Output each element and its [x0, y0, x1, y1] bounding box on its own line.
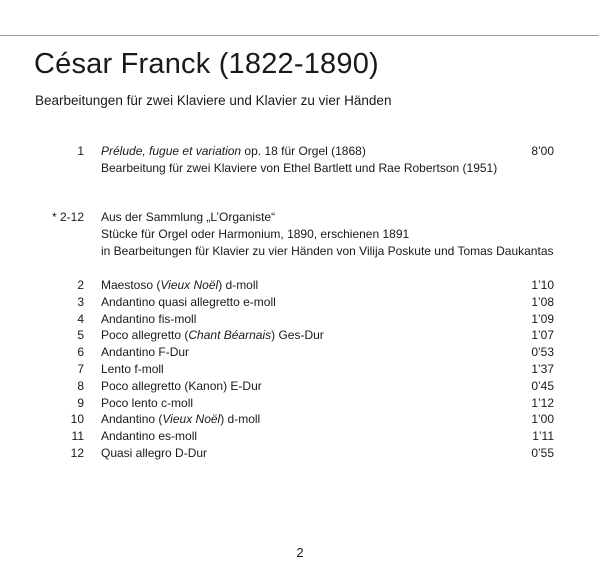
page-title: César Franck (1822-1890): [34, 48, 379, 80]
track-duration: 1’07: [531, 328, 554, 342]
collection-arrangement: in Bearbeitungen für Klavier zu vier Händen von Vilija Poskute und Tomas Daukantas: [101, 244, 554, 258]
track-title-italic: Vieux Noël: [162, 412, 221, 426]
track-duration: 0’53: [531, 345, 554, 359]
track-title-text: Poco lento c-moll: [101, 396, 194, 410]
track-title-text: Andantino quasi allegretto e-moll: [101, 295, 276, 309]
track-duration: 8’00: [531, 144, 554, 158]
track-title-text: Poco allegretto (: [101, 328, 189, 342]
track-number: 7: [77, 362, 84, 376]
track-number: 2: [77, 278, 84, 292]
track-title-rest: op. 18 für Orgel (1868): [241, 144, 366, 158]
track-number: 11: [71, 429, 84, 443]
track-title-text: Andantino es-moll: [101, 429, 198, 443]
track-duration: 0’45: [531, 379, 554, 393]
track-title: [101, 311, 196, 327]
track-title-text: Maestoso (: [101, 278, 161, 292]
track-duration: 1’09: [531, 312, 554, 326]
track-title: [101, 327, 324, 343]
track-title: [101, 395, 193, 411]
track-title: [101, 294, 276, 310]
track-number: 4: [77, 312, 84, 326]
track-title: [101, 277, 258, 293]
track-title-text: Lento f-moll: [101, 362, 164, 376]
track-title-suffix: ) d-moll: [218, 278, 259, 292]
collection-range: * 2-12: [51, 210, 84, 224]
page-subtitle: Bearbeitungen für zwei Klaviere und Klavier zu vier Händen: [35, 93, 392, 108]
track-number: 12: [70, 446, 84, 460]
track-number: 6: [77, 345, 84, 359]
track-title-text: Quasi allegro D-Dur: [101, 446, 208, 460]
track-title: [101, 143, 366, 159]
track-title: [101, 445, 207, 461]
track-duration: 1’37: [531, 362, 554, 376]
track-number: 3: [77, 295, 84, 309]
track-duration: 1’12: [531, 396, 554, 410]
track-title-text: Andantino fis-moll: [101, 312, 197, 326]
collection-title: Aus der Sammlung „L’Organiste“: [101, 210, 276, 224]
track-duration: 1’10: [531, 278, 554, 292]
track-title-italic: Vieux Noël: [160, 278, 219, 292]
track-title: [101, 344, 189, 360]
track-title-suffix: ) Ges-Dur: [271, 328, 324, 342]
track-title-italic: Chant Béarnais: [188, 328, 272, 342]
track-number: 10: [70, 412, 84, 426]
track-title: [101, 411, 260, 427]
track-arrangement: Bearbeitung für zwei Klaviere von Ethel Bartlett und Rae Robertson (1951): [101, 161, 498, 175]
track-duration: 0’55: [531, 446, 554, 460]
track-title-italic: Prélude, fugue et variation: [101, 144, 242, 158]
track-number: 1: [77, 144, 84, 158]
track-title-suffix: ) d-moll: [220, 412, 261, 426]
track-title-text: Andantino (: [101, 412, 163, 426]
track-duration: 1’11: [532, 429, 554, 443]
track-number: 5: [77, 328, 84, 342]
track-title-text: Poco allegretto (Kanon) E-Dur: [101, 379, 262, 393]
top-divider: [0, 35, 599, 36]
track-duration: 1’00: [531, 412, 554, 426]
track-title: [101, 378, 262, 394]
track-duration: 1’08: [531, 295, 554, 309]
collection-description: Stücke für Orgel oder Harmonium, 1890, erschienen 1891: [101, 227, 410, 241]
track-title: [101, 428, 197, 444]
track-number: 9: [77, 396, 84, 410]
track-title: [101, 361, 164, 377]
track-title-text: Andantino F-Dur: [101, 345, 190, 359]
track-number: 8: [77, 379, 84, 393]
page-number: 2: [296, 545, 304, 560]
